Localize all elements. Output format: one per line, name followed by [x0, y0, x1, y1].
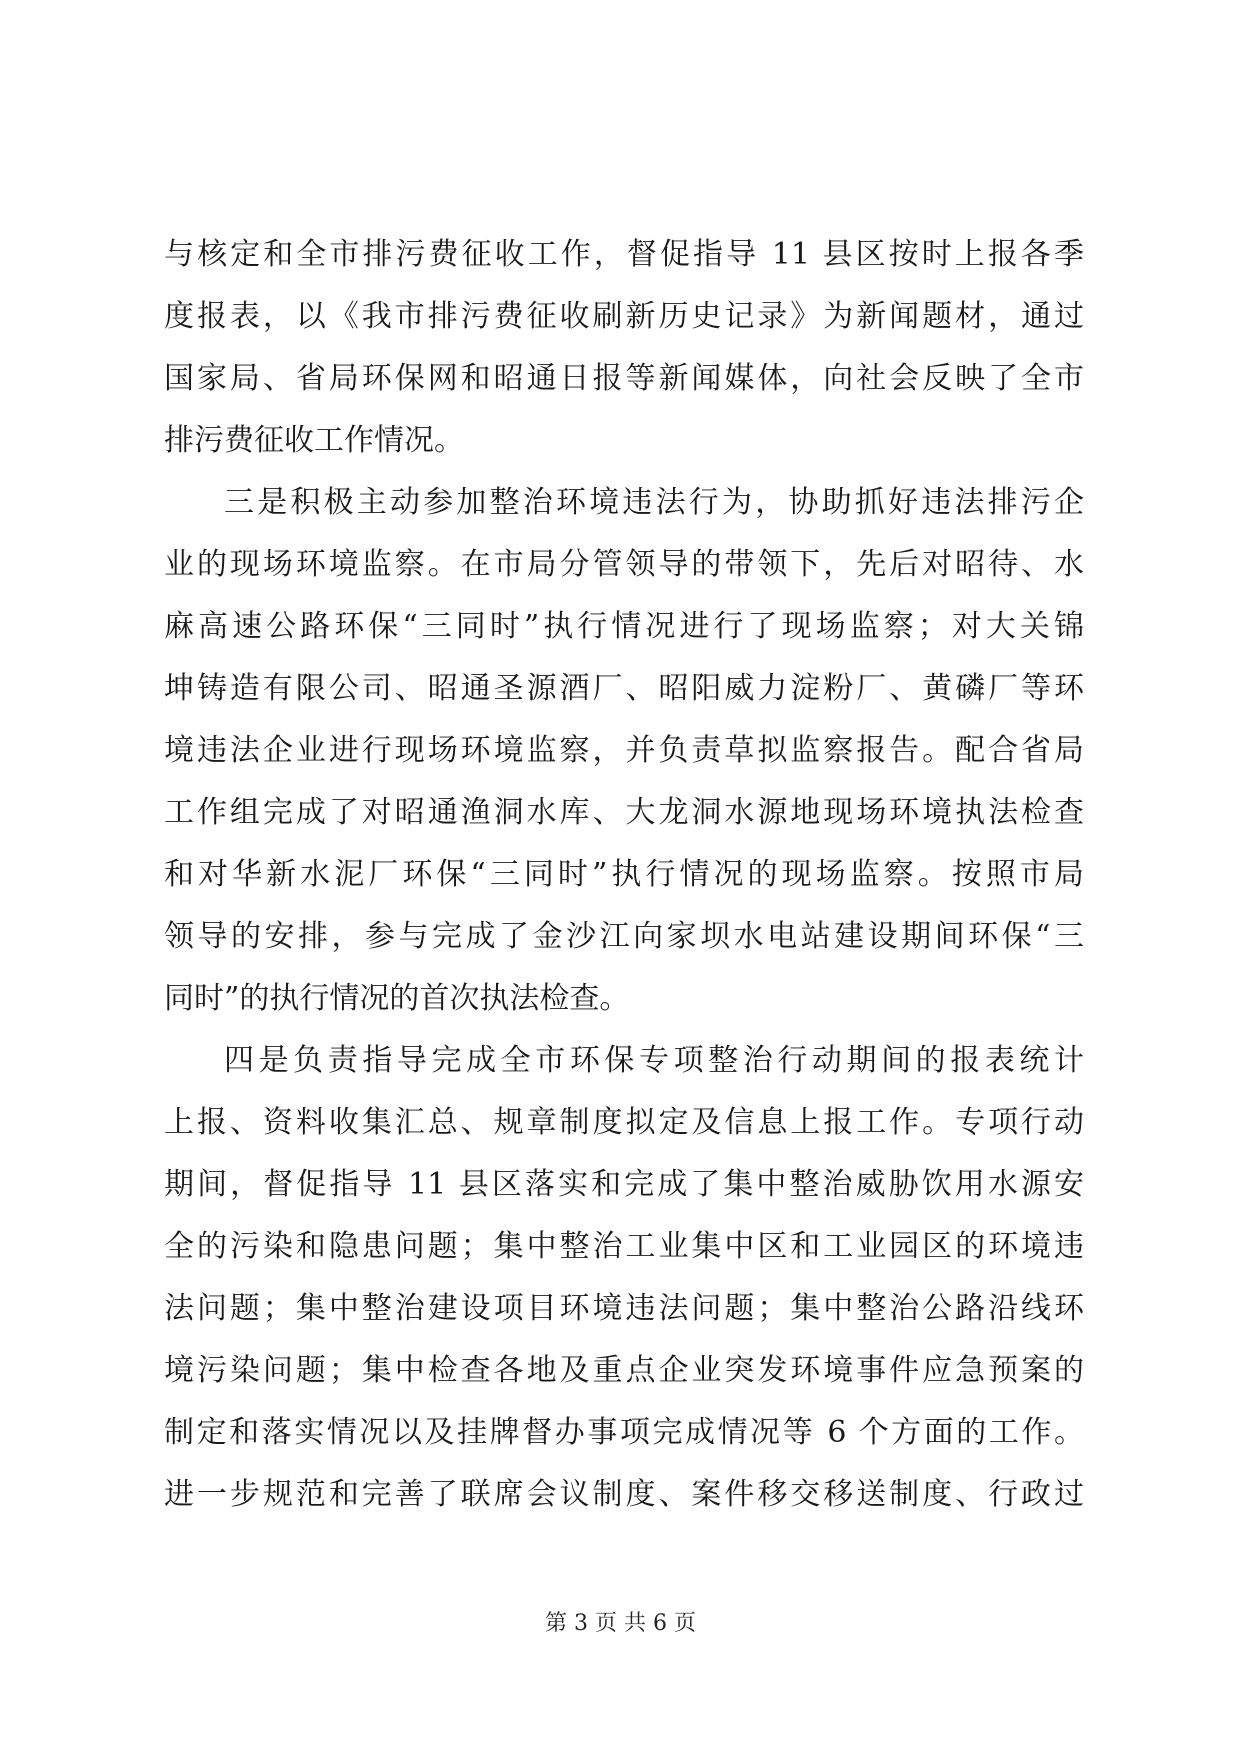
- text-line: 进一步规范和完善了联席会议制度、案件移交移送制度、行政过: [164, 1477, 1084, 1512]
- text-line: 业的现场环境监察。在市局分管领导的带领下，先后对昭待、水: [164, 547, 1084, 582]
- text-line: 法问题；集中整治建设项目环境违法问题；集中整治公路沿线环: [164, 1291, 1084, 1326]
- text-line: 同时”的执行情况的首次执法检查。: [164, 981, 630, 1016]
- page-number-footer: 第 3 页 共 6 页: [545, 1611, 696, 1636]
- text-line: 坤铸造有限公司、昭通圣源酒厂、昭阳威力淀粉厂、黄磷厂等环: [164, 671, 1084, 706]
- document-body: [164, 224, 1084, 1526]
- text-line: 全的污染和隐患问题；集中整治工业集中区和工业园区的环境违: [164, 1229, 1084, 1264]
- text-line: 排污费征收工作情况。: [164, 423, 464, 458]
- text-line: 制定和落实情况以及挂牌督办事项完成情况等 6 个方面的工作。: [164, 1415, 1084, 1450]
- text-line: 与核定和全市排污费征收工作，督促指导 11 县区按时上报各季: [164, 237, 1084, 272]
- text-line: 国家局、省局环保网和昭通日报等新闻媒体，向社会反映了全市: [164, 361, 1084, 396]
- text-line: 期间，督促指导 11 县区落实和完成了集中整治威胁饮用水源安: [164, 1167, 1084, 1202]
- text-line: 境违法企业进行现场环境监察，并负责草拟监察报告。配合省局: [164, 733, 1084, 768]
- paragraph-start-line: 三是积极主动参加整治环境违法行为，协助抓好违法排污企: [224, 485, 1084, 520]
- paragraph-start-line: 四是负责指导完成全市环保专项整治行动期间的报表统计: [224, 1043, 1084, 1078]
- text-line: 和对华新水泥厂环保“三同时”执行情况的现场监察。按照市局: [164, 857, 1084, 892]
- text-line: 上报、资料收集汇总、规章制度拟定及信息上报工作。专项行动: [164, 1105, 1084, 1140]
- text-line: 领导的安排，参与完成了金沙江向家坝水电站建设期间环保“三: [164, 919, 1084, 954]
- text-line: 度报表，以《我市排污费征收刷新历史记录》为新闻题材，通过: [164, 299, 1084, 334]
- text-line: 工作组完成了对昭通渔洞水库、大龙洞水源地现场环境执法检查: [164, 795, 1084, 830]
- text-line: 麻高速公路环保“三同时”执行情况进行了现场监察；对大关锦: [164, 609, 1084, 644]
- text-line: 境污染问题；集中检查各地及重点企业突发环境事件应急预案的: [164, 1353, 1084, 1388]
